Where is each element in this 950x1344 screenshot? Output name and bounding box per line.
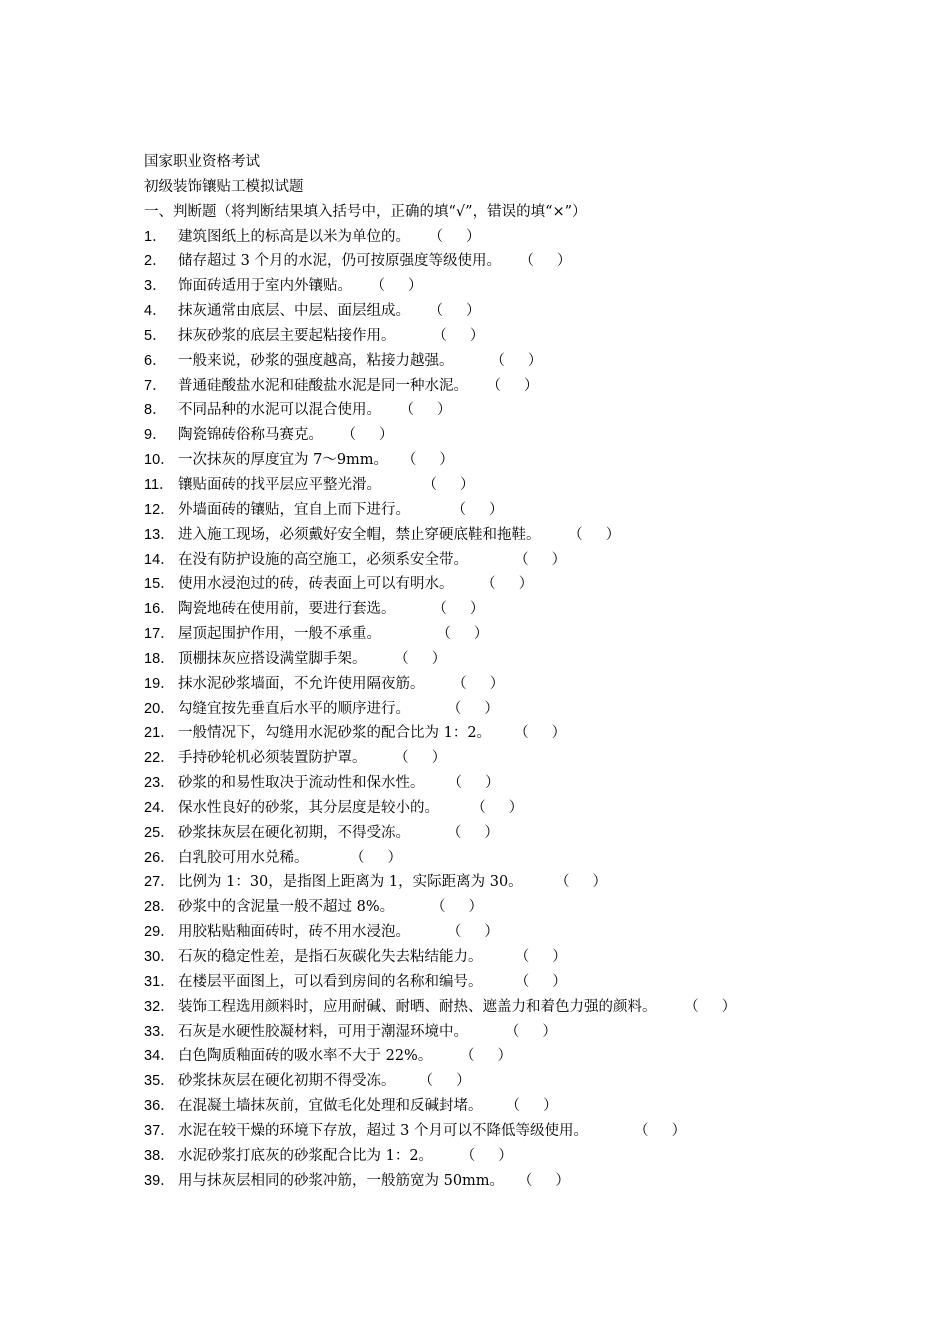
question-text: 一次抹灰的厚度宜为 7～9mm。 xyxy=(178,452,389,469)
question-number: 27． xyxy=(144,874,175,891)
question-spacing xyxy=(657,999,685,1015)
answer-blank: （ ） xyxy=(446,824,499,841)
question-spacing xyxy=(367,651,395,667)
answer-blank: （ ） xyxy=(431,899,484,916)
question-number: 5． xyxy=(144,327,167,344)
answer-blank: （ ） xyxy=(452,675,505,692)
question-number: 23． xyxy=(144,775,175,792)
answer-blank: （ ） xyxy=(460,1048,513,1065)
question-number: 15． xyxy=(144,576,175,593)
question-number: 37． xyxy=(144,1122,175,1139)
question-text: 比例为 1：30，是指图上距离为 1，实际距离为 30。 xyxy=(178,874,523,891)
question-item xyxy=(144,1119,924,1144)
answer-blank: （ ） xyxy=(394,750,447,767)
question-item xyxy=(144,647,924,672)
question-text: 一般情况下，勾缝用水泥砂浆的配合比为 1：2。 xyxy=(178,725,492,742)
question-text: 砂浆中的含泥量一般不超过 8%。 xyxy=(178,899,395,916)
answer-blank: （ ） xyxy=(446,924,499,941)
question-number: 6． xyxy=(144,352,167,369)
question-item xyxy=(144,548,924,573)
question-number: 19． xyxy=(144,675,175,692)
question-text: 普通硅酸盐水泥和硅酸盐水泥是同一种水泥。 xyxy=(178,377,468,394)
question-item xyxy=(144,225,924,250)
answer-blank: （ ） xyxy=(634,1122,687,1139)
question-item xyxy=(144,523,924,548)
question-text: 在没有防护设施的高空施工，必须系安全带。 xyxy=(178,551,468,568)
question-text: 砂浆抹灰层在硬化初期不得受冻。 xyxy=(178,1073,396,1090)
question-item xyxy=(144,473,924,498)
question-spacing xyxy=(588,1123,634,1139)
question-spacing xyxy=(483,1098,506,1114)
question-number: 12． xyxy=(144,501,175,518)
answer-blank: （ ） xyxy=(436,626,489,643)
question-text: 砂浆的和易性取决于流动性和保水性。 xyxy=(178,775,425,792)
question-item xyxy=(144,920,924,945)
question-spacing xyxy=(483,949,515,965)
question-spacing xyxy=(352,278,370,294)
question-item xyxy=(144,1069,924,1094)
question-text: 装饰工程选用颜料时，应用耐碱、耐晒、耐热、遮盖力和着色力强的颜料。 xyxy=(178,998,657,1015)
question-item xyxy=(144,299,924,324)
question-number: 35． xyxy=(144,1073,175,1090)
question-text: 抹灰砂浆的底层主要起粘接作用。 xyxy=(178,327,396,344)
question-number: 18． xyxy=(144,650,175,667)
question-number: 26． xyxy=(144,849,175,866)
question-number: 3． xyxy=(144,278,167,295)
question-spacing xyxy=(454,576,482,592)
answer-blank: （ ） xyxy=(514,973,567,990)
answer-blank: （ ） xyxy=(684,998,737,1015)
question-text: 一般来说，砂浆的强度越高，粘接力越强。 xyxy=(178,352,454,369)
question-number: 25． xyxy=(144,824,175,841)
question-text: 外墙面砖的镶贴，宜自上而下进行。 xyxy=(178,501,410,518)
question-item xyxy=(144,895,924,920)
answer-blank: （ ） xyxy=(486,377,539,394)
question-spacing xyxy=(381,402,399,418)
question-text: 在楼层平面图上，可以看到房间的名称和编号。 xyxy=(178,973,483,990)
question-spacing xyxy=(323,427,341,443)
answer-blank: （ ） xyxy=(428,228,481,245)
question-spacing xyxy=(432,1048,460,1064)
exam-org-title: 国家职业资格考试 xyxy=(144,154,260,170)
question-text: 陶瓷地砖在使用前，要进行套选。 xyxy=(178,601,396,618)
question-number: 13． xyxy=(144,526,175,543)
answer-blank: （ ） xyxy=(514,725,567,742)
question-text: 用胶粘贴釉面砖时，砖不用水浸泡。 xyxy=(178,924,410,941)
question-text: 手持砂轮机必须装置防护罩。 xyxy=(178,750,367,767)
answer-blank: （ ） xyxy=(399,402,452,419)
answer-blank: （ ） xyxy=(514,949,567,965)
question-spacing xyxy=(309,850,350,866)
question-number: 28． xyxy=(144,899,175,916)
question-item xyxy=(144,697,924,722)
answer-blank: （ ） xyxy=(446,700,499,717)
question-spacing xyxy=(396,1073,419,1089)
question-spacing xyxy=(501,253,519,269)
question-number: 9． xyxy=(144,427,167,444)
question-item xyxy=(144,796,924,821)
question-spacing xyxy=(410,701,447,717)
answer-blank: （ ） xyxy=(370,278,423,295)
question-text: 石灰是水硬性胶凝材料，可用于潮湿环境中。 xyxy=(178,1023,468,1040)
answer-blank: （ ） xyxy=(554,874,607,891)
question-item xyxy=(144,498,924,523)
question-item xyxy=(144,821,924,846)
answer-blank: （ ） xyxy=(418,1073,471,1090)
question-number: 34． xyxy=(144,1048,175,1065)
question-number: 32． xyxy=(144,998,175,1015)
question-item xyxy=(144,423,924,448)
question-spacing xyxy=(388,452,402,468)
answer-blank: （ ） xyxy=(432,601,485,618)
question-number: 36． xyxy=(144,1098,175,1115)
question-text: 使用水浸泡过的砖，砖表面上可以有明水。 xyxy=(178,576,454,593)
question-item xyxy=(144,374,924,399)
question-text: 抹灰通常由底层、中层、面层组成。 xyxy=(178,303,410,320)
question-item xyxy=(144,448,924,473)
answer-blank: （ ） xyxy=(519,253,572,270)
question-item xyxy=(144,398,924,423)
question-number: 39． xyxy=(144,1172,175,1189)
question-number: 4． xyxy=(144,303,167,320)
question-spacing xyxy=(468,1024,505,1040)
question-item xyxy=(144,995,924,1020)
question-item xyxy=(144,721,924,746)
question-text: 进入施工现场，必须戴好安全帽，禁止穿硬底鞋和拖鞋。 xyxy=(178,526,541,543)
question-item xyxy=(144,249,924,274)
answer-blank: （ ） xyxy=(481,576,534,593)
question-spacing xyxy=(381,626,436,642)
question-text: 抹水泥砂浆墙面，不允许使用隔夜筋。 xyxy=(178,675,425,692)
answer-blank: （ ） xyxy=(341,427,394,444)
question-text: 勾缝宜按先垂直后水平的顺序进行。 xyxy=(178,700,410,717)
question-text: 顶棚抹灰应搭设满堂脚手架。 xyxy=(178,650,367,667)
question-spacing xyxy=(491,725,514,741)
question-text: 储存超过 3 个月的水泥，仍可按原强度等级使用。 xyxy=(178,253,501,270)
question-spacing xyxy=(425,676,453,692)
question-spacing xyxy=(541,527,569,543)
question-text: 白乳胶可用水兑稀。 xyxy=(178,849,309,866)
answer-blank: （ ） xyxy=(460,1147,513,1164)
question-item xyxy=(144,1094,924,1119)
question-text: 屋顶起围护作用，一般不承重。 xyxy=(178,626,381,643)
question-text: 不同品种的水泥可以混合使用。 xyxy=(178,402,381,419)
question-item xyxy=(144,771,924,796)
question-number: 20． xyxy=(144,700,175,717)
question-item xyxy=(144,1169,924,1194)
question-item xyxy=(144,1020,924,1045)
document-page xyxy=(144,150,924,1193)
question-text: 石灰的稳定性差，是指石灰碳化失去粘结能力。 xyxy=(178,949,483,965)
exam-title: 初级装饰镶贴工模拟试题 xyxy=(144,178,304,195)
question-number: 10． xyxy=(144,452,175,469)
question-text: 保水性良好的砂浆，其分层度是较小的。 xyxy=(178,799,439,816)
question-number: 17． xyxy=(144,626,175,643)
answer-blank: （ ） xyxy=(394,650,447,667)
question-spacing xyxy=(396,601,433,617)
question-text: 砂浆抹灰层在硬化初期，不得受冻。 xyxy=(178,824,410,841)
answer-blank: （ ） xyxy=(428,303,481,320)
question-item xyxy=(144,572,924,597)
answer-blank: （ ） xyxy=(490,352,543,369)
question-text: 饰面砖适用于室内外镶贴。 xyxy=(178,278,352,295)
question-item xyxy=(144,746,924,771)
question-item xyxy=(144,597,924,622)
answer-blank: （ ） xyxy=(451,501,504,518)
question-spacing xyxy=(439,800,471,816)
question-item xyxy=(144,870,924,895)
question-list xyxy=(144,225,924,1194)
answer-blank: （ ） xyxy=(505,1098,558,1115)
question-spacing xyxy=(410,303,428,319)
answer-blank: （ ） xyxy=(349,849,403,866)
question-item xyxy=(144,672,924,697)
answer-blank: （ ） xyxy=(514,551,567,568)
question-number: 21． xyxy=(144,725,175,742)
question-spacing xyxy=(468,552,514,568)
question-number: 14． xyxy=(144,551,175,568)
question-item xyxy=(144,324,924,349)
question-number: 8． xyxy=(144,402,167,419)
question-spacing xyxy=(433,1148,461,1164)
question-text: 水泥在较干燥的环境下存放，超过 3 个月可以不降低等级使用。 xyxy=(178,1122,588,1139)
question-number: 22． xyxy=(144,750,175,767)
question-spacing xyxy=(410,502,451,518)
question-text: 镶贴面砖的找平层应平整光滑。 xyxy=(178,476,381,493)
question-item xyxy=(144,622,924,647)
question-spacing xyxy=(523,874,555,890)
question-text: 建筑图纸上的标高是以米为单位的。 xyxy=(178,228,410,245)
answer-blank: （ ） xyxy=(504,1023,557,1040)
question-spacing xyxy=(410,825,447,841)
question-spacing xyxy=(425,775,448,791)
question-spacing xyxy=(410,229,428,245)
question-text: 白色陶质釉面砖的吸水率不大于 22%。 xyxy=(178,1048,433,1065)
answer-blank: （ ） xyxy=(432,327,485,344)
question-number: 29． xyxy=(144,924,175,941)
answer-blank: （ ） xyxy=(517,1172,570,1189)
question-spacing xyxy=(410,924,447,940)
question-spacing xyxy=(483,974,515,990)
question-item xyxy=(144,846,924,871)
question-number: 2． xyxy=(144,253,167,270)
question-text: 用与抹灰层相同的砂浆冲筋，一般筋宽为 50mm。 xyxy=(178,1172,505,1189)
question-text: 陶瓷锦砖俗称马赛克。 xyxy=(178,427,323,444)
question-item xyxy=(144,349,924,374)
question-spacing xyxy=(396,328,433,344)
question-item xyxy=(144,945,924,970)
question-spacing xyxy=(504,1173,518,1189)
answer-blank: （ ） xyxy=(471,799,524,816)
question-number: 7． xyxy=(144,377,167,394)
question-item xyxy=(144,970,924,995)
question-item xyxy=(144,1044,924,1069)
question-spacing xyxy=(367,750,395,766)
answer-blank: （ ） xyxy=(422,476,475,493)
question-item xyxy=(144,274,924,299)
question-number: 1． xyxy=(144,228,167,245)
question-number: 31． xyxy=(144,973,175,990)
question-spacing xyxy=(468,378,486,394)
question-item xyxy=(144,1144,924,1169)
question-number: 38． xyxy=(144,1147,175,1164)
question-number: 11． xyxy=(144,476,174,493)
answer-blank: （ ） xyxy=(568,526,621,543)
answer-blank: （ ） xyxy=(401,452,454,469)
question-number: 30． xyxy=(144,949,175,965)
question-number: 16． xyxy=(144,601,175,618)
question-spacing xyxy=(394,899,431,915)
answer-blank: （ ） xyxy=(447,775,500,792)
question-text: 在混凝土墙抹灰前，宜做毛化处理和反碱封堵。 xyxy=(178,1098,483,1115)
section-heading: 一、判断题（将判断结果填入括号中，正确的填“√”，错误的填“×”） xyxy=(144,203,587,220)
question-spacing xyxy=(381,477,422,493)
question-number: 33． xyxy=(144,1023,175,1040)
question-number: 24． xyxy=(144,799,175,816)
question-text: 水泥砂浆打底灰的砂浆配合比为 1：2。 xyxy=(178,1147,434,1164)
question-spacing xyxy=(454,353,491,369)
